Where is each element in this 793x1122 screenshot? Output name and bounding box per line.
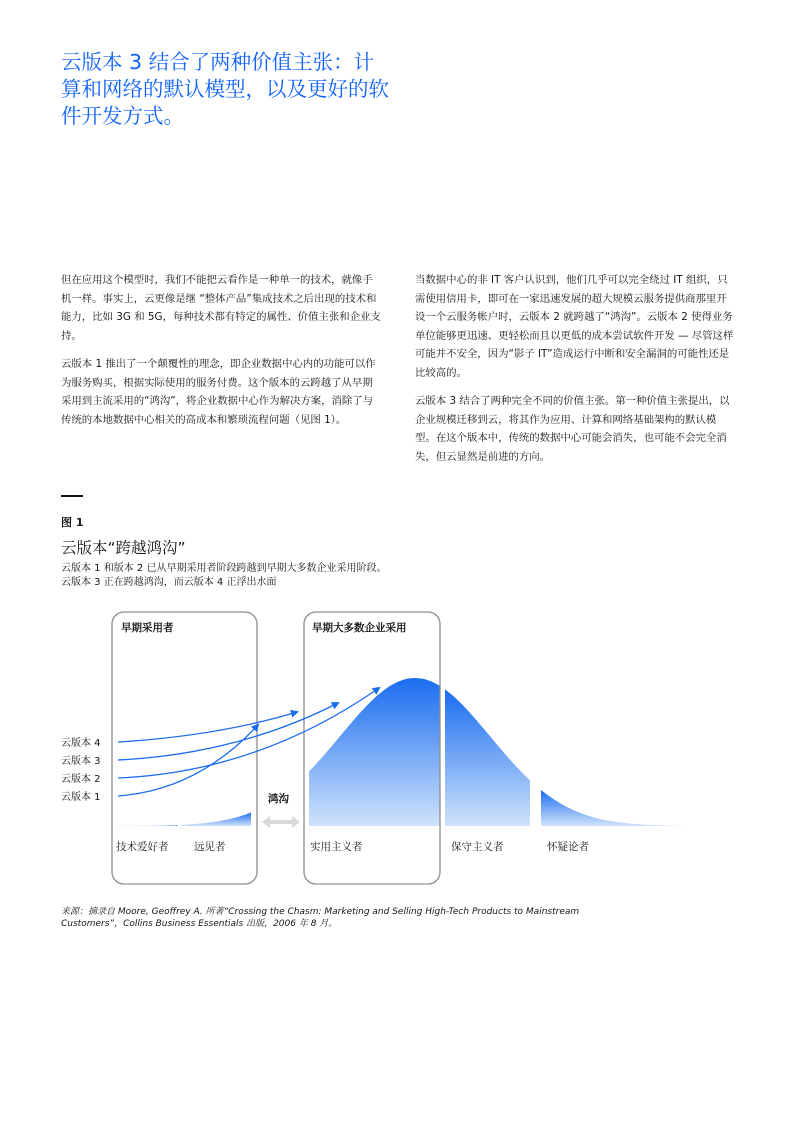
chasm-arrow — [262, 816, 300, 828]
section-divider — [61, 495, 83, 497]
page-headline: 云版本 3 结合了两种价值主张：计算和网络的默认模型，以及更好的软件开发方式。 — [61, 50, 389, 128]
series-label-2: 云版本 3 — [61, 756, 101, 767]
series-label-3: 云版本 2 — [61, 774, 101, 785]
figure-caption — [61, 562, 386, 590]
curve-section-3 — [309, 678, 440, 826]
body-paragraph: 云版本 1 推出了一个颠覆性的理念，即企业数据中心内的功能可以作为服务购买，根据实际使用的服务付费。这个版本的云跨越了从早期采用到主流采用的“鸿沟”，将企业数据中心作为解决方案，消除了与传统的本地数据中心相关的高成本和繁琐流程问题（见图 1）。 — [61, 358, 376, 426]
curve-section-1 — [116, 825, 178, 826]
source-citation: 来源：摘录自 Moore, Geoffrey A. 所著“Crossing the Chasm: Marketing and Selling High-Tech Products to Mainstream Customers”，Collins Business Essentials 出版，2006 年 8 月。 — [61, 907, 580, 929]
curve-section-5 — [541, 790, 685, 826]
segment-label-5: 怀疑论者 — [547, 841, 589, 853]
segment-label-3: 实用主义者 — [310, 841, 363, 853]
early-majority-label: 早期大多数企业采用 — [312, 622, 407, 634]
body-column-left — [61, 271, 381, 439]
segment-label-1: 技术爱好者 — [116, 841, 169, 853]
early-adopters-label: 早期采用者 — [121, 622, 174, 634]
segment-label-2: 远见者 — [194, 841, 226, 853]
curve-section-2 — [181, 812, 251, 826]
body-paragraph: 当数据中心的非 IT 客户认识到，他们几乎可以完全绕过 IT 组织，只需使用信用卡，即可在一家迅速发展的超大规模云服务提供商那里开设一个云服务帐户时，云版本 2 就跨越了“鸿沟”。云版本 2 使得业务单位能够更迅速、更轻松而且以更低的成本尝试软件开发 — 尽管这样可能并不安全，因为“影子 IT”造成运行中断和安全漏洞的可能性还是比较高的。 — [415, 274, 734, 379]
segment-label-4: 保守主义者 — [451, 841, 504, 853]
figure-title: 云版本“跨越鸿沟” — [61, 539, 186, 557]
series-arrow-1 — [118, 712, 297, 742]
body-paragraph: 但在应用这个模型时，我们不能把云看作是一种单一的技术，就像手机一样。事实上，云更像是继 “整体产品”集成技术之后出现的技术和能力，比如 3G 和 5G，每种技术都有特定的属性、价值主张和企业支持。 — [61, 274, 381, 342]
series-label-1: 云版本 4 — [61, 738, 101, 749]
series-label-4: 云版本 1 — [61, 792, 101, 803]
curve-section-4 — [445, 689, 530, 826]
figure-caption-line: 云版本 1 和版本 2 已从早期采用者阶段跨越到早期大多数企业采用阶段。 — [61, 563, 387, 574]
body-paragraph: 云版本 3 结合了两种完全不同的价值主张。第一种价值主张提出，以企业规模迁移到云，将其作为应用、计算和网络基础架构的默认模型。在这个版本中，传统的数据中心可能会消失，也可能不会完全消失，但云显然是前进的方向。 — [415, 395, 730, 463]
figure-label: 图 1 — [61, 516, 84, 529]
chasm-label: 鸿沟 — [268, 793, 289, 805]
adoption-curve-chart — [0, 600, 793, 900]
body-column-right — [415, 271, 735, 476]
figure-caption-line: 云版本 3 正在跨越鸿沟，而云版本 4 正浮出水面 — [61, 577, 277, 588]
